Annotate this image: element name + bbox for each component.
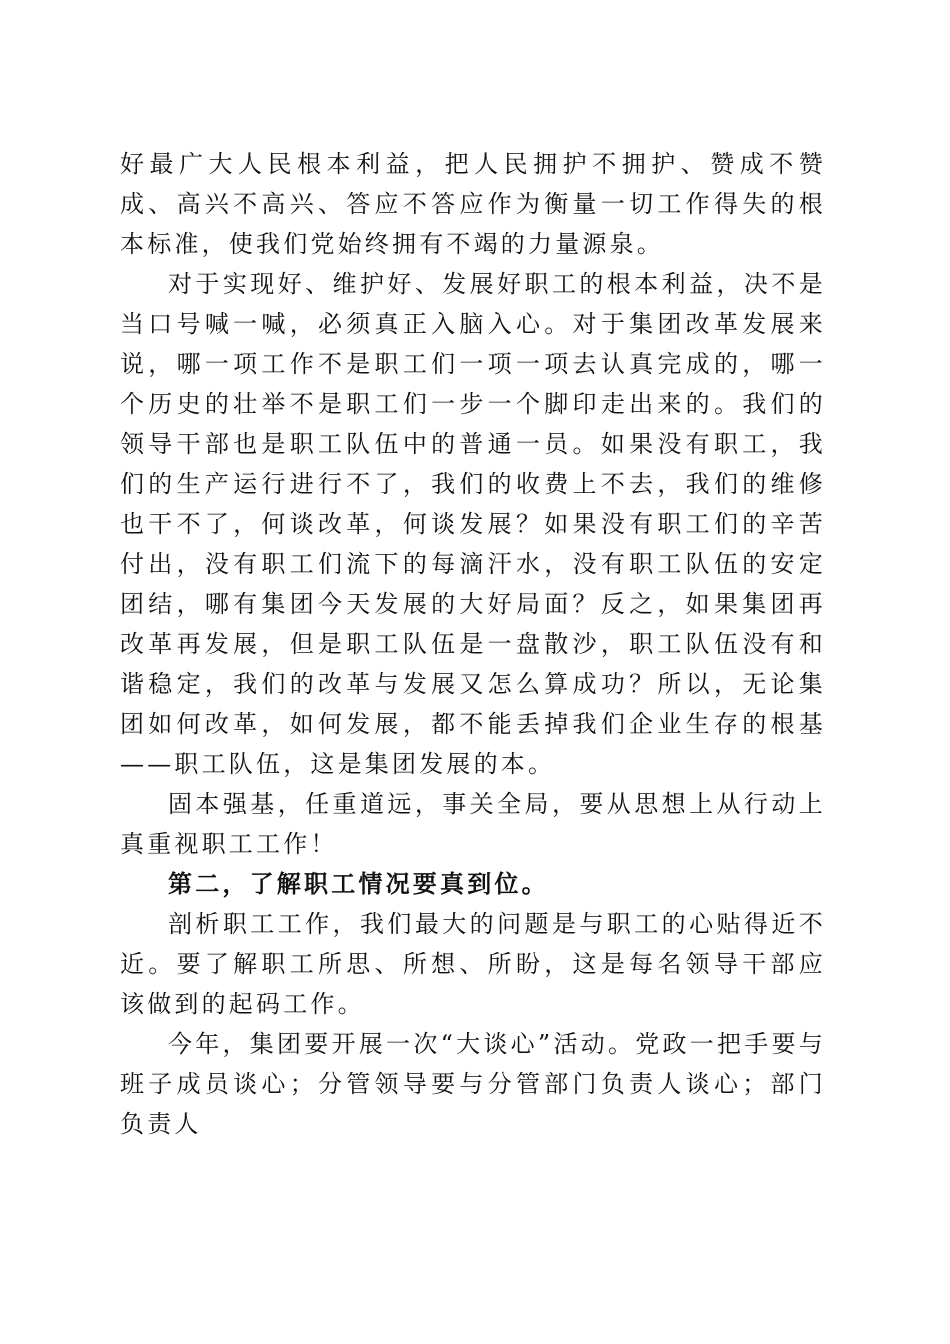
document-body xyxy=(120,144,826,1144)
section-heading: 第二，了解职工情况要真到位。 xyxy=(168,869,549,898)
paragraph-foundation: 固本强基，任重道远，事关全局，要从思想上从行动上真重视职工工作！ xyxy=(120,790,826,858)
paragraph-continued: 好最广大人民根本利益，把人民拥护不拥护、赞成不赞成、高兴不高兴、答应不答应作为衡量一切工作得失的根本标准，使我们党始终拥有不竭的力量源泉。 xyxy=(120,150,826,258)
paragraph-heart-talk: 今年，集团要开展一次“大谈心”活动。党政一把手要与班子成员谈心；分管领导要与分管部门负责人谈心；部门负责人 xyxy=(120,1030,826,1138)
paragraph-analysis: 剖析职工工作，我们最大的问题是与职工的心贴得近不近。要了解职工所思、所想、所盼，这是每名领导干部应该做到的起码工作。 xyxy=(120,910,826,1018)
paragraph-worker-interests: 对于实现好、维护好、发展好职工的根本利益，决不是当口号喊一喊，必须真正入脑入心。对于集团改革发展来说，哪一项工作不是职工们一项一项去认真完成的，哪一个历史的壮举不是职工们一步一个脚印走出来的。我们的领导干部也是职工队伍中的普通一员。如果没有职工，我们的生产运行进行不了，我们的收费上不去，我们的维修也干不了，何谈改革，何谈发展？如果没有职工们的辛苦付出，没有职工们流下的每滴汗水，没有职工队伍的安定团结，哪有集团今天发展的大好局面？反之，如果集团再改革再发展，但是职工队伍是一盘散沙，职工队伍没有和谐稳定，我们的改革与发展又怎么算成功？所以，无论集团如何改革，如何发展，都不能丢掉我们企业生存的根基——职工队伍，这是集团发展的本。 xyxy=(120,270,826,778)
